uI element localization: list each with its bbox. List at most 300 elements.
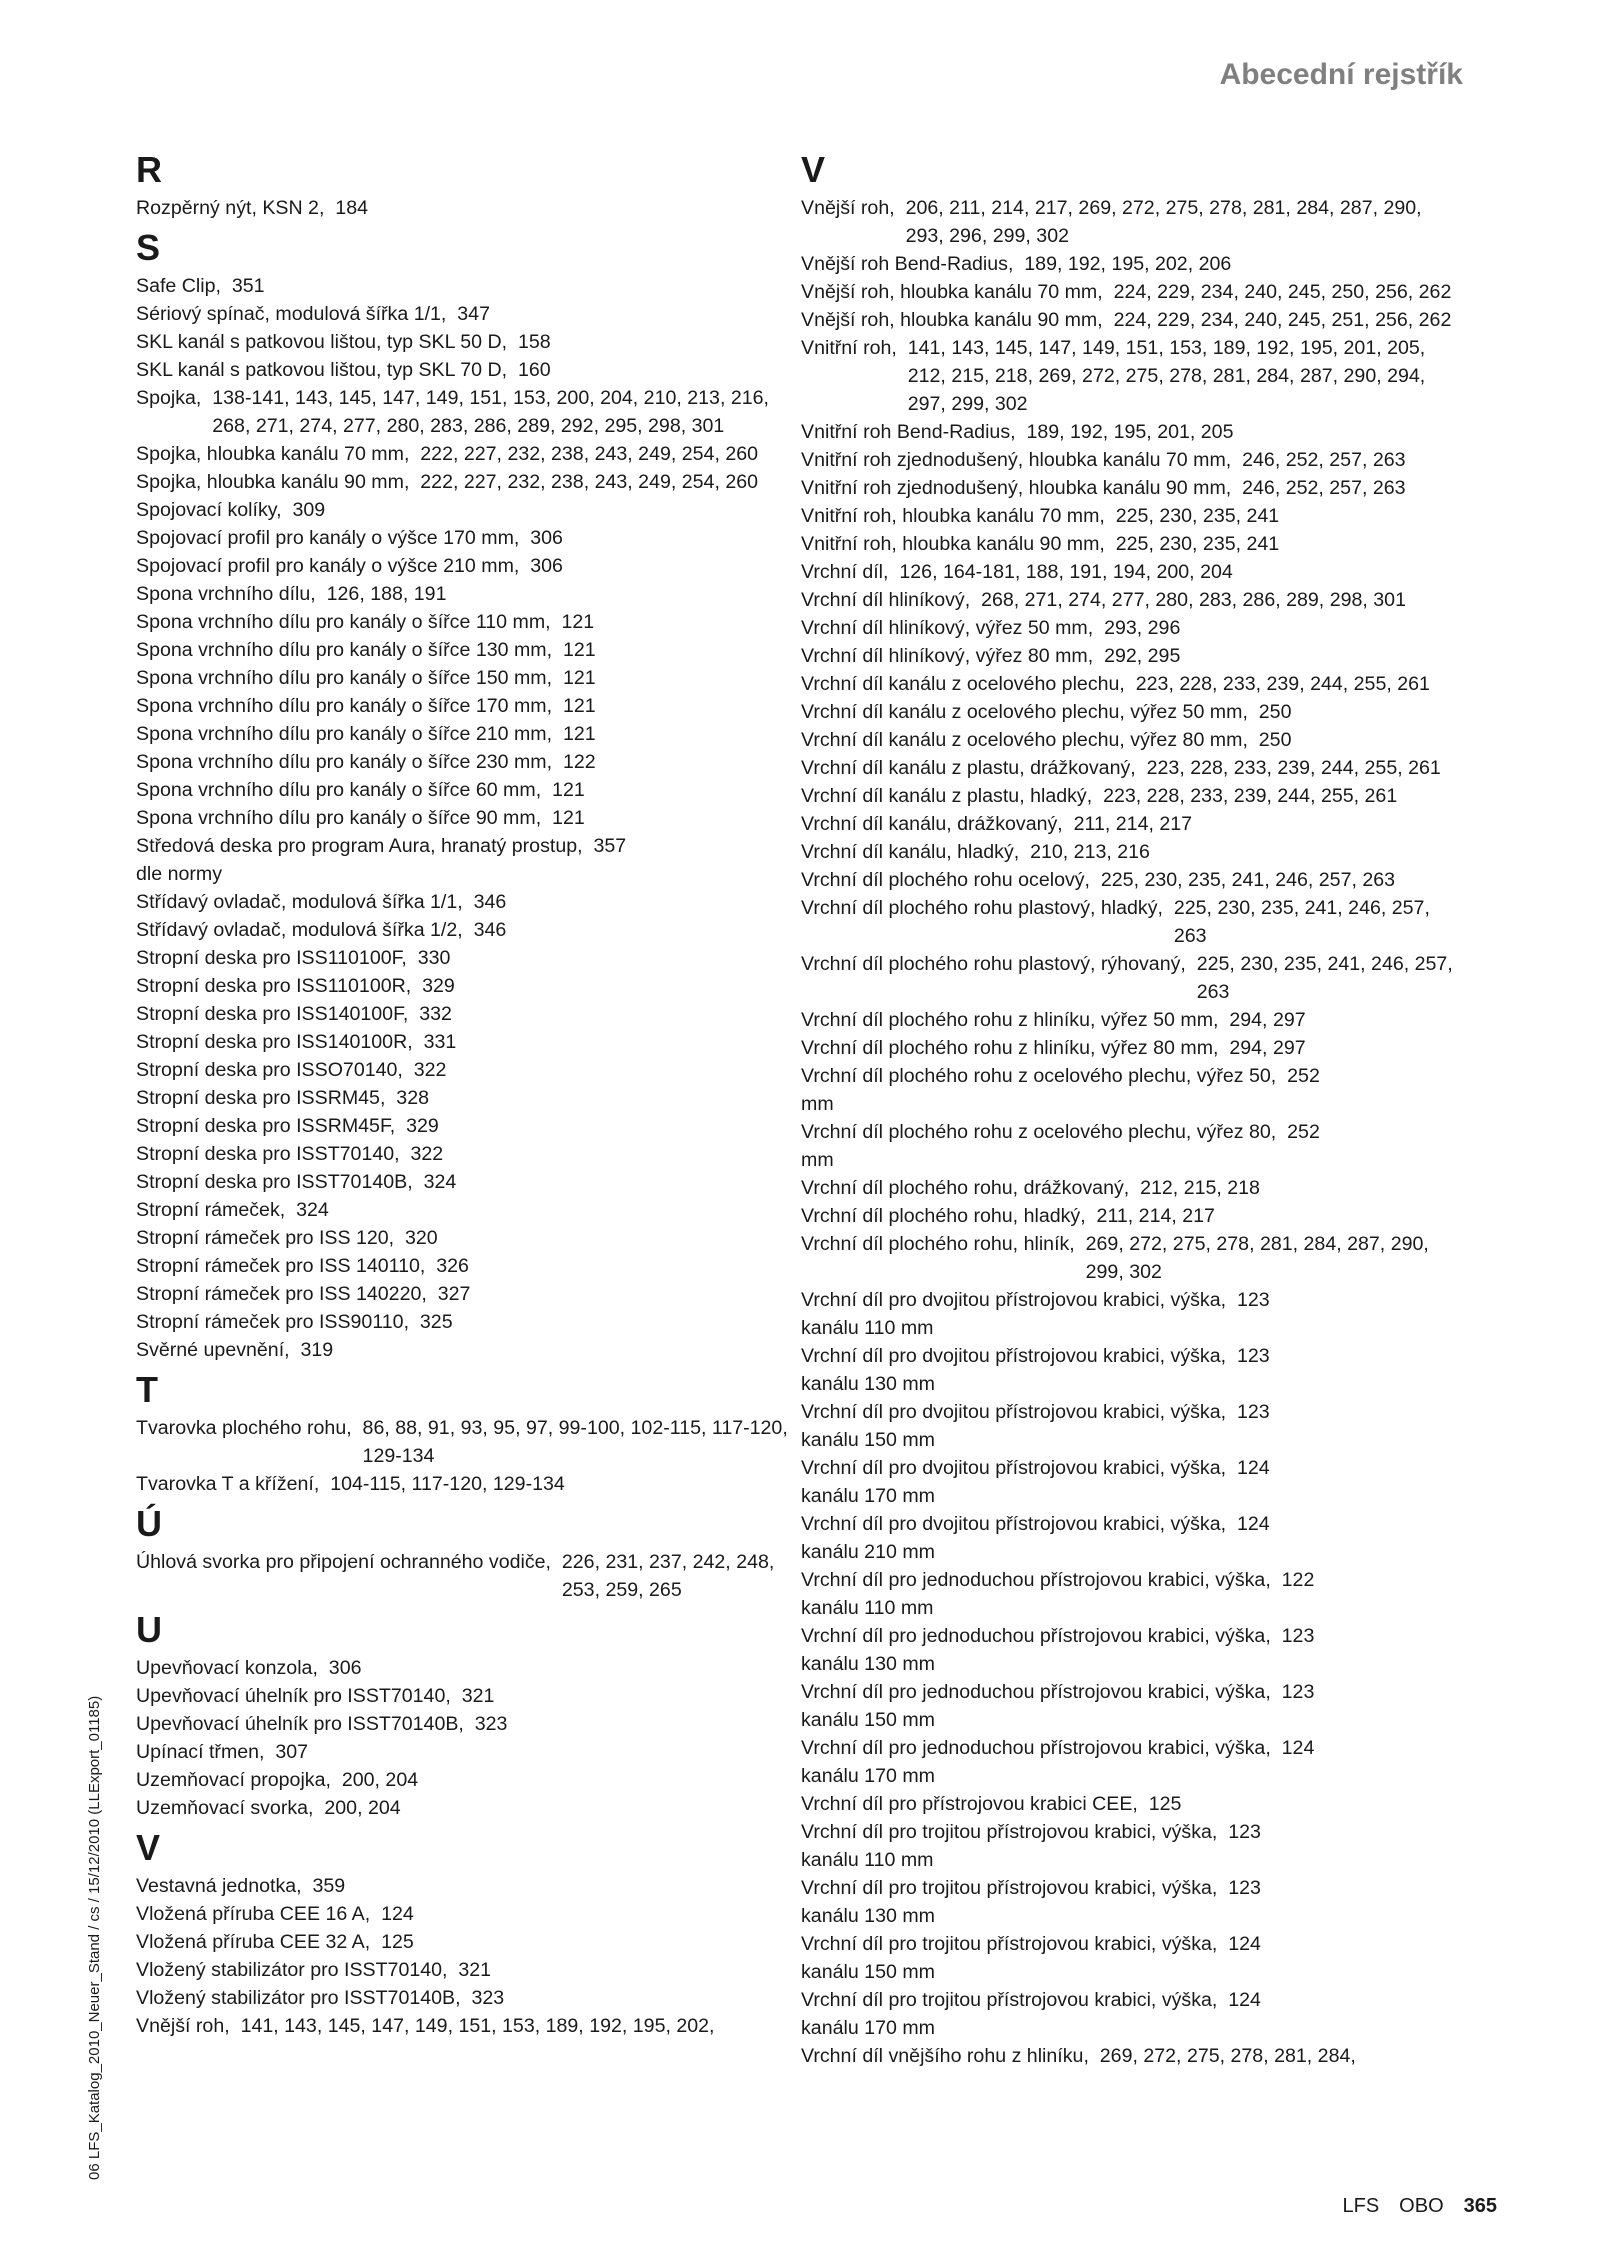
index-entry bbox=[136, 916, 796, 944]
entry-term: Vložený stabilizátor pro ISST70140, bbox=[136, 1959, 448, 1981]
index-entry bbox=[136, 888, 796, 916]
entry-pages: 121 bbox=[562, 695, 596, 717]
entry-term: Vrchní díl vnějšího rohu z hliníku, bbox=[801, 2045, 1089, 2067]
entry-term: Spona vrchního dílu pro kanály o šířce 150 mm, bbox=[136, 667, 553, 689]
entry-pages: 328 bbox=[396, 1087, 429, 1109]
entry-term: Vrchní díl pro dvojitou přístrojovou krabici, výška, bbox=[801, 1513, 1227, 1535]
entry-pages: 252 bbox=[1287, 1121, 1320, 1143]
entry-term: Vrchní díl plochého rohu z ocelového plechu, výřez 50, bbox=[801, 1065, 1277, 1087]
index-entry bbox=[136, 1252, 796, 1280]
entry-term: Vrchní díl pro trojitou přístrojovou krabici, výška, bbox=[801, 1821, 1218, 1843]
entry-pages: 246, 252, 257, 263 bbox=[1242, 449, 1406, 471]
entry-term: Stropní rámeček pro ISS 140110, bbox=[136, 1255, 426, 1277]
entry-pages: 225, 230, 235, 241, 246, 257, 263 bbox=[1196, 953, 1453, 1003]
entry-term: Vrchní díl kanálu z plastu, hladký, bbox=[801, 785, 1093, 807]
entry-pages: 200, 204 bbox=[341, 1769, 419, 1791]
entry-term: Vrchní díl, bbox=[801, 561, 889, 583]
page-number: 365 bbox=[1463, 2195, 1497, 2217]
entry-pages: 222, 227, 232, 238, 243, 249, 254, 260 bbox=[420, 443, 759, 465]
entry-term: Vrchní díl kanálu z plastu, drážkovaný, bbox=[801, 757, 1136, 779]
entry-term: Spona vrchního dílu pro kanály o šířce 90 mm, bbox=[136, 807, 542, 829]
index-entry bbox=[801, 502, 1467, 530]
index-entry bbox=[801, 1622, 1467, 1650]
entry-term: Stropní deska pro ISSO70140, bbox=[136, 1059, 403, 1081]
entry-term: Vnější roh, bbox=[136, 2015, 230, 2037]
entry-pages: 211, 214, 217 bbox=[1096, 1205, 1215, 1227]
entry-term-continuation: kanálu 150 mm bbox=[801, 1429, 935, 1451]
entry-term: Spona vrchního dílu pro kanály o šířce 230 mm, bbox=[136, 751, 553, 773]
entry-term: Spojka, hloubka kanálu 90 mm, bbox=[136, 471, 410, 493]
index-entry bbox=[801, 1034, 1467, 1062]
entry-term: Vrchní díl kanálu, hladký, bbox=[801, 841, 1020, 863]
entry-pages: 223, 228, 233, 239, 244, 255, 261 bbox=[1146, 757, 1441, 779]
entry-pages: 322 bbox=[413, 1059, 447, 1081]
entry-term: Stropní deska pro ISST70140B, bbox=[136, 1171, 413, 1193]
entry-term: Spona vrchního dílu pro kanály o šířce 110 mm, bbox=[136, 611, 551, 633]
entry-pages: 319 bbox=[300, 1339, 334, 1361]
index-entry bbox=[136, 1084, 796, 1112]
entry-term: Střídavý ovladač, modulová šířka 1/2, bbox=[136, 919, 463, 941]
entry-term: SKL kanál s patkovou lištou, typ SKL 50 D, bbox=[136, 331, 508, 353]
entry-pages: 123 bbox=[1236, 1289, 1270, 1311]
entry-pages: 292, 295 bbox=[1104, 645, 1181, 667]
section-letter: Ú bbox=[136, 1503, 162, 1544]
entry-pages: 141, 143, 145, 147, 149, 151, 153, 189, 192, 195, 202, bbox=[240, 2015, 715, 2037]
entry-pages: 124 bbox=[1236, 1457, 1270, 1479]
entry-term: Vnější roh, hloubka kanálu 90 mm, bbox=[801, 309, 1103, 331]
index-column-right bbox=[801, 150, 1467, 2070]
entry-pages: 86, 88, 91, 93, 95, 97, 99-100, 102-115, 117-120, 129-134 bbox=[362, 1417, 788, 1467]
index-entry bbox=[136, 1470, 796, 1498]
entry-term: Svěrné upevnění, bbox=[136, 1339, 290, 1361]
section-letter: T bbox=[136, 1369, 158, 1410]
index-entry bbox=[801, 1174, 1467, 1202]
index-entry bbox=[136, 2012, 796, 2040]
index-entry bbox=[801, 558, 1467, 586]
entry-term: Spona vrchního dílu pro kanály o šířce 60 mm, bbox=[136, 779, 542, 801]
entry-pages: 189, 192, 195, 202, 206 bbox=[1024, 253, 1232, 275]
entry-pages: 184 bbox=[335, 197, 368, 219]
entry-term: Spojka, bbox=[136, 387, 202, 409]
entry-term: Vrchní díl pro jednoduchou přístrojovou krabici, výška, bbox=[801, 1625, 1271, 1647]
entry-term: Vrchní díl pro trojitou přístrojovou krabici, výška, bbox=[801, 1933, 1218, 1955]
entry-term: Stropní rámeček pro ISS90110, bbox=[136, 1311, 410, 1333]
entry-pages: 200, 204 bbox=[324, 1797, 401, 1819]
index-entry bbox=[801, 1286, 1467, 1314]
entry-pages: 141, 143, 145, 147, 149, 151, 153, 189, 192, 195, 201, 205, 212, 215, 218, 269, 272, 275, 278, 281, 284, 287, 290, 294, 297, 299, 302 bbox=[907, 337, 1426, 415]
entry-term: Vrchní díl plochého rohu, drážkovaný, bbox=[801, 1177, 1130, 1199]
index-entry bbox=[136, 328, 796, 356]
index-entry bbox=[136, 440, 796, 468]
entry-term: Vrchní díl plochého rohu, hladký, bbox=[801, 1205, 1086, 1227]
entry-pages: 359 bbox=[312, 1875, 346, 1897]
entry-term: Spojovací kolíky, bbox=[136, 499, 282, 521]
footer-brand-obo: OBO bbox=[1399, 2195, 1444, 2217]
entry-term: Vrchní díl pro dvojitou přístrojovou krabici, výška, bbox=[801, 1289, 1227, 1311]
entry-term-continuation: kanálu 130 mm bbox=[801, 1653, 935, 1675]
page-title: Abecední rejstřík bbox=[1219, 58, 1463, 91]
index-entry bbox=[801, 1566, 1467, 1594]
entry-pages: 122 bbox=[562, 751, 596, 773]
index-entry bbox=[801, 474, 1467, 502]
entry-term-continuation: kanálu 170 mm bbox=[801, 1765, 935, 1787]
entry-pages: 309 bbox=[292, 499, 326, 521]
index-entry bbox=[801, 1986, 1467, 2014]
entry-term: Vrchní díl plochého rohu z ocelového plechu, výřez 80, bbox=[801, 1121, 1277, 1143]
index-entry bbox=[801, 278, 1467, 306]
entry-term: Stropní rámeček, bbox=[136, 1199, 286, 1221]
entry-pages: 158 bbox=[517, 331, 551, 353]
index-entry bbox=[136, 1028, 796, 1056]
entry-pages: 121 bbox=[561, 611, 595, 633]
entry-term: Vnitřní roh, hloubka kanálu 90 mm, bbox=[801, 533, 1105, 555]
index-entry bbox=[801, 1006, 1467, 1034]
index-entry bbox=[136, 1112, 796, 1140]
entry-pages: 225, 230, 235, 241, 246, 257, 263 bbox=[1173, 897, 1430, 947]
entry-term: Sériový spínač, modulová šířka 1/1, bbox=[136, 303, 447, 325]
entry-term: Uzemňovací propojka, bbox=[136, 1769, 331, 1791]
index-entry bbox=[136, 580, 796, 608]
entry-term-continuation: kanálu 110 mm bbox=[801, 1317, 934, 1339]
entry-term: Vrchní díl pro dvojitou přístrojovou krabici, výška, bbox=[801, 1401, 1227, 1423]
entry-pages: 268, 271, 274, 277, 280, 283, 286, 289, 298, 301 bbox=[981, 589, 1406, 611]
entry-term: Vrchní díl pro trojitou přístrojovou krabici, výška, bbox=[801, 1877, 1218, 1899]
entry-pages: 124 bbox=[1228, 1989, 1261, 2011]
entry-term: Spona vrchního dílu pro kanály o šířce 170 mm, bbox=[136, 695, 553, 717]
entry-term-continuation: kanálu 210 mm bbox=[801, 1541, 935, 1563]
index-entry bbox=[801, 614, 1467, 642]
entry-pages: 324 bbox=[423, 1171, 457, 1193]
index-entry bbox=[801, 1874, 1467, 1902]
entry-pages: 325 bbox=[419, 1311, 453, 1333]
index-entry bbox=[136, 524, 796, 552]
index-entry bbox=[136, 748, 796, 776]
index-entry bbox=[801, 866, 1467, 894]
index-entry bbox=[136, 1140, 796, 1168]
entry-term: Upevňovací úhelník pro ISST70140, bbox=[136, 1685, 451, 1707]
index-entry bbox=[136, 1682, 796, 1710]
index-entry bbox=[136, 1766, 796, 1794]
entry-pages: 123 bbox=[1236, 1401, 1270, 1423]
entry-pages: 323 bbox=[474, 1713, 508, 1735]
entry-term: Stropní deska pro ISS110100F, bbox=[136, 947, 407, 969]
entry-term: Vložený stabilizátor pro ISST70140B, bbox=[136, 1987, 461, 2009]
entry-term: Vložená příruba CEE 16 A, bbox=[136, 1903, 371, 1925]
entry-pages: 306 bbox=[530, 527, 563, 549]
entry-term: Stropní deska pro ISS140100F, bbox=[136, 1003, 409, 1025]
index-entry bbox=[801, 838, 1467, 866]
entry-pages: 124 bbox=[1228, 1933, 1261, 1955]
entry-pages: 225, 230, 235, 241 bbox=[1115, 533, 1280, 555]
entry-term: Vrchní díl hliníkový, výřez 80 mm, bbox=[801, 645, 1094, 667]
index-entry bbox=[801, 530, 1467, 558]
entry-term: Středová deska pro program Aura, hranatý prostup, bbox=[136, 835, 583, 857]
entry-term: Vrchní díl pro trojitou přístrojovou krabici, výška, bbox=[801, 1989, 1218, 2011]
entry-pages: 250 bbox=[1258, 729, 1292, 751]
entry-term: Vnější roh, hloubka kanálu 70 mm, bbox=[801, 281, 1103, 303]
entry-term: SKL kanál s patkovou lištou, typ SKL 70 D, bbox=[136, 359, 508, 381]
entry-term-continuation: mm bbox=[801, 1093, 834, 1115]
entry-term-continuation: dle normy bbox=[136, 863, 223, 885]
entry-pages: 246, 252, 257, 263 bbox=[1242, 477, 1406, 499]
index-entry bbox=[136, 1710, 796, 1738]
entry-pages: 223, 228, 233, 239, 244, 255, 261 bbox=[1135, 673, 1430, 695]
entry-term: Vnitřní roh Bend-Radius, bbox=[801, 421, 1016, 443]
entry-pages: 138-141, 143, 145, 147, 149, 151, 153, 200, 204, 210, 213, 216, 268, 271, 274, 277, 280, 283, 286, 289, 292, 295, 298, 301 bbox=[212, 387, 769, 437]
index-entry bbox=[801, 670, 1467, 698]
entry-pages: 121 bbox=[552, 807, 585, 829]
entry-term: Tvarovka T a křížení, bbox=[136, 1473, 320, 1495]
entry-pages: 189, 192, 195, 201, 205 bbox=[1026, 421, 1234, 443]
entry-term: Stropní rámeček pro ISS 120, bbox=[136, 1227, 395, 1249]
index-entry bbox=[136, 356, 796, 384]
entry-term: Vrchní díl plochého rohu plastový, rýhovaný, bbox=[801, 953, 1186, 975]
entry-pages: 225, 230, 235, 241, 246, 257, 263 bbox=[1100, 869, 1396, 891]
index-entry bbox=[136, 1928, 796, 1956]
entry-term: Safe Clip, bbox=[136, 275, 221, 297]
entry-pages: 121 bbox=[562, 723, 596, 745]
entry-pages: 124 bbox=[381, 1903, 414, 1925]
entry-pages: 123 bbox=[1281, 1625, 1315, 1647]
index-entry bbox=[136, 1336, 796, 1364]
entry-pages: 326 bbox=[436, 1255, 469, 1277]
index-entry bbox=[801, 586, 1467, 614]
entry-term: Stropní deska pro ISS110100R, bbox=[136, 975, 412, 997]
index-entry bbox=[801, 1510, 1467, 1538]
entry-pages: 321 bbox=[461, 1685, 495, 1707]
index-entry bbox=[136, 664, 796, 692]
entry-pages: 323 bbox=[471, 1987, 505, 2009]
index-entry bbox=[136, 944, 796, 972]
index-entry bbox=[136, 692, 796, 720]
entry-pages: 331 bbox=[423, 1031, 457, 1053]
index-entry bbox=[136, 194, 796, 222]
entry-term-continuation: kanálu 170 mm bbox=[801, 2017, 935, 2039]
index-entry bbox=[136, 468, 796, 496]
entry-pages: 293, 296 bbox=[1104, 617, 1181, 639]
index-entry bbox=[801, 418, 1467, 446]
entry-term-continuation: mm bbox=[801, 1149, 834, 1171]
entry-term: Vrchní díl pro jednoduchou přístrojovou krabici, výška, bbox=[801, 1737, 1271, 1759]
entry-term: Spojovací profil pro kanály o výšce 170 mm, bbox=[136, 527, 520, 549]
index-entry bbox=[801, 1678, 1467, 1706]
index-entry bbox=[801, 250, 1467, 278]
entry-term: Vrchní díl plochého rohu z hliníku, výřez 50 mm, bbox=[801, 1009, 1219, 1031]
index-column-left bbox=[136, 150, 796, 2040]
entry-pages: 125 bbox=[381, 1931, 414, 1953]
section-letter: S bbox=[136, 227, 161, 268]
entry-pages: 121 bbox=[562, 667, 596, 689]
index-entry bbox=[801, 446, 1467, 474]
index-entry bbox=[136, 804, 796, 832]
entry-pages: 351 bbox=[231, 275, 265, 297]
index-entry bbox=[801, 306, 1467, 334]
entry-term: Vrchní díl hliníkový, výřez 50 mm, bbox=[801, 617, 1094, 639]
entry-pages: 210, 213, 216 bbox=[1030, 841, 1150, 863]
entry-pages: 307 bbox=[275, 1741, 309, 1763]
index-entry bbox=[801, 642, 1467, 670]
section-letter: U bbox=[136, 1609, 162, 1650]
entry-pages: 126, 188, 191 bbox=[326, 583, 447, 605]
entry-term: Spona vrchního dílu, bbox=[136, 583, 316, 605]
entry-term: Spona vrchního dílu pro kanály o šířce 130 mm, bbox=[136, 639, 553, 661]
entry-term: Vnitřní roh, hloubka kanálu 70 mm, bbox=[801, 505, 1105, 527]
entry-pages: 346 bbox=[473, 891, 507, 913]
entry-pages: 269, 272, 275, 278, 281, 284, bbox=[1099, 2045, 1356, 2067]
index-entry bbox=[801, 1398, 1467, 1426]
entry-term: Vrchní díl kanálu z ocelového plechu, bbox=[801, 673, 1125, 695]
entry-pages: 123 bbox=[1228, 1877, 1261, 1899]
footer-brand-lfs: LFS bbox=[1342, 2195, 1380, 2217]
entry-pages: 223, 228, 233, 239, 244, 255, 261 bbox=[1103, 785, 1398, 807]
entry-term: Vrchní díl pro přístrojovou krabici CEE, bbox=[801, 1793, 1138, 1815]
index-entry bbox=[801, 1818, 1467, 1846]
entry-term-continuation: kanálu 110 mm bbox=[801, 1849, 934, 1871]
entry-term: Upevňovací konzola, bbox=[136, 1657, 318, 1679]
entry-pages: 121 bbox=[552, 779, 585, 801]
entry-term: Uzemňovací svorka, bbox=[136, 1797, 314, 1819]
entry-pages: 346 bbox=[473, 919, 507, 941]
index-entry bbox=[136, 384, 796, 440]
entry-term-continuation: kanálu 150 mm bbox=[801, 1961, 935, 1983]
entry-pages: 321 bbox=[458, 1959, 492, 1981]
index-entry bbox=[136, 720, 796, 748]
entry-pages: 329 bbox=[406, 1115, 439, 1137]
index-entry bbox=[136, 776, 796, 804]
index-entry bbox=[801, 334, 1467, 418]
entry-term: Spona vrchního dílu pro kanály o šířce 210 mm, bbox=[136, 723, 553, 745]
index-entry bbox=[801, 782, 1467, 810]
index-entry bbox=[801, 1342, 1467, 1370]
entry-pages: 212, 215, 218 bbox=[1140, 1177, 1260, 1199]
index-entry bbox=[136, 300, 796, 328]
entry-pages: 124 bbox=[1281, 1737, 1315, 1759]
entry-term: Vložená příruba CEE 32 A, bbox=[136, 1931, 371, 1953]
entry-pages: 306 bbox=[530, 555, 563, 577]
index-entry bbox=[136, 1984, 796, 2012]
entry-pages: 357 bbox=[593, 835, 627, 857]
entry-term: Vrchní díl pro dvojitou přístrojovou krabici, výška, bbox=[801, 1345, 1227, 1367]
entry-pages: 126, 164-181, 188, 191, 194, 200, 204 bbox=[899, 561, 1233, 583]
index-entry bbox=[136, 1056, 796, 1084]
index-entry bbox=[136, 636, 796, 664]
entry-pages: 224, 229, 234, 240, 245, 251, 256, 262 bbox=[1113, 309, 1452, 331]
entry-term: Stropní deska pro ISSRM45, bbox=[136, 1087, 386, 1109]
entry-pages: 320 bbox=[405, 1227, 438, 1249]
entry-term: Stropní rámeček pro ISS 140220, bbox=[136, 1283, 427, 1305]
entry-pages: 226, 231, 237, 242, 248, 253, 259, 265 bbox=[561, 1551, 775, 1601]
index-entry bbox=[801, 726, 1467, 754]
entry-term: Vrchní díl hliníkový, bbox=[801, 589, 971, 611]
entry-term: Stropní deska pro ISS140100R, bbox=[136, 1031, 413, 1053]
index-entry bbox=[136, 1000, 796, 1028]
index-entry bbox=[136, 496, 796, 524]
index-entry bbox=[801, 754, 1467, 782]
entry-term: Vrchní díl pro dvojitou přístrojovou krabici, výška, bbox=[801, 1457, 1227, 1479]
index-entry bbox=[801, 1118, 1467, 1146]
entry-term-continuation: kanálu 130 mm bbox=[801, 1905, 935, 1927]
index-entry bbox=[136, 1280, 796, 1308]
index-entry bbox=[801, 1734, 1467, 1762]
entry-term: Vrchní díl plochého rohu plastový, hladký, bbox=[801, 897, 1163, 919]
entry-pages: 121 bbox=[562, 639, 596, 661]
entry-pages: 252 bbox=[1287, 1065, 1320, 1087]
entry-term: Vrchní díl kanálu z ocelového plechu, výřez 80 mm, bbox=[801, 729, 1248, 751]
entry-pages: 269, 272, 275, 278, 281, 284, 287, 290, 299, 302 bbox=[1085, 1233, 1429, 1283]
entry-pages: 160 bbox=[517, 359, 551, 381]
entry-term-continuation: kanálu 150 mm bbox=[801, 1709, 935, 1731]
entry-term: Stropní deska pro ISSRM45F, bbox=[136, 1115, 396, 1137]
entry-pages: 324 bbox=[296, 1199, 329, 1221]
entry-pages: 327 bbox=[437, 1283, 471, 1305]
entry-term: Vnější roh Bend-Radius, bbox=[801, 253, 1014, 275]
entry-pages: 225, 230, 235, 241 bbox=[1115, 505, 1280, 527]
index-entry bbox=[136, 1872, 796, 1900]
index-entry bbox=[801, 2042, 1467, 2070]
index-entry bbox=[136, 608, 796, 636]
entry-pages: 123 bbox=[1228, 1821, 1261, 1843]
index-entry bbox=[801, 1230, 1467, 1286]
entry-pages: 123 bbox=[1236, 1345, 1270, 1367]
entry-term: Vrchní díl pro jednoduchou přístrojovou krabici, výška, bbox=[801, 1681, 1271, 1703]
index-entry bbox=[136, 1900, 796, 1928]
index-entry bbox=[136, 1196, 796, 1224]
entry-pages: 306 bbox=[328, 1657, 362, 1679]
index-entry bbox=[801, 810, 1467, 838]
entry-pages: 294, 297 bbox=[1229, 1037, 1306, 1059]
entry-term: Upínací třmen, bbox=[136, 1741, 265, 1763]
index-entry bbox=[801, 1454, 1467, 1482]
entry-pages: 294, 297 bbox=[1229, 1009, 1306, 1031]
entry-pages: 206, 211, 214, 217, 269, 272, 275, 278, 281, 284, 287, 290, 293, 296, 299, 302 bbox=[905, 197, 1422, 247]
entry-term: Stropní deska pro ISST70140, bbox=[136, 1143, 400, 1165]
entry-term: Upevňovací úhelník pro ISST70140B, bbox=[136, 1713, 464, 1735]
entry-term: Vrchní díl kanálu, drážkovaný, bbox=[801, 813, 1063, 835]
entry-pages: 125 bbox=[1148, 1793, 1182, 1815]
entry-pages: 122 bbox=[1281, 1569, 1315, 1591]
entry-pages: 211, 214, 217 bbox=[1073, 813, 1193, 835]
entry-term: Úhlová svorka pro připojení ochranného vodiče, bbox=[136, 1551, 551, 1573]
index-entry bbox=[136, 1414, 796, 1470]
index-entry bbox=[136, 1224, 796, 1252]
index-entry bbox=[801, 698, 1467, 726]
entry-term: Rozpěrný nýt, KSN 2, bbox=[136, 197, 325, 219]
page-footer bbox=[1342, 2195, 1497, 2218]
entry-term-continuation: kanálu 170 mm bbox=[801, 1485, 935, 1507]
index-entry bbox=[136, 1548, 796, 1604]
index-entry bbox=[136, 1738, 796, 1766]
entry-pages: 224, 229, 234, 240, 245, 250, 256, 262 bbox=[1113, 281, 1452, 303]
index-entry bbox=[136, 552, 796, 580]
entry-term: Vrchní díl plochého rohu ocelový, bbox=[801, 869, 1090, 891]
entry-pages: 123 bbox=[1281, 1681, 1315, 1703]
side-print-info: 06 LFS_Katalog_2010_Neuer_Stand / cs / 15/12/2010 (LLExport_01185) bbox=[86, 1695, 103, 2180]
entry-term: Vrchní díl pro jednoduchou přístrojovou krabici, výška, bbox=[801, 1569, 1271, 1591]
index-entry bbox=[136, 972, 796, 1000]
index-entry bbox=[801, 1930, 1467, 1958]
section-letter: V bbox=[801, 149, 826, 190]
entry-term: Střídavý ovladač, modulová šířka 1/1, bbox=[136, 891, 463, 913]
entry-pages: 124 bbox=[1236, 1513, 1270, 1535]
entry-pages: 332 bbox=[419, 1003, 452, 1025]
entry-term: Vnitřní roh zjednodušený, hloubka kanálu 70 mm, bbox=[801, 449, 1232, 471]
entry-pages: 222, 227, 232, 238, 243, 249, 254, 260 bbox=[420, 471, 759, 493]
entry-pages: 329 bbox=[422, 975, 455, 997]
entry-pages: 347 bbox=[457, 303, 490, 325]
entry-term: Spojka, hloubka kanálu 70 mm, bbox=[136, 443, 410, 465]
index-entry bbox=[801, 194, 1467, 250]
section-letter: R bbox=[136, 149, 162, 190]
